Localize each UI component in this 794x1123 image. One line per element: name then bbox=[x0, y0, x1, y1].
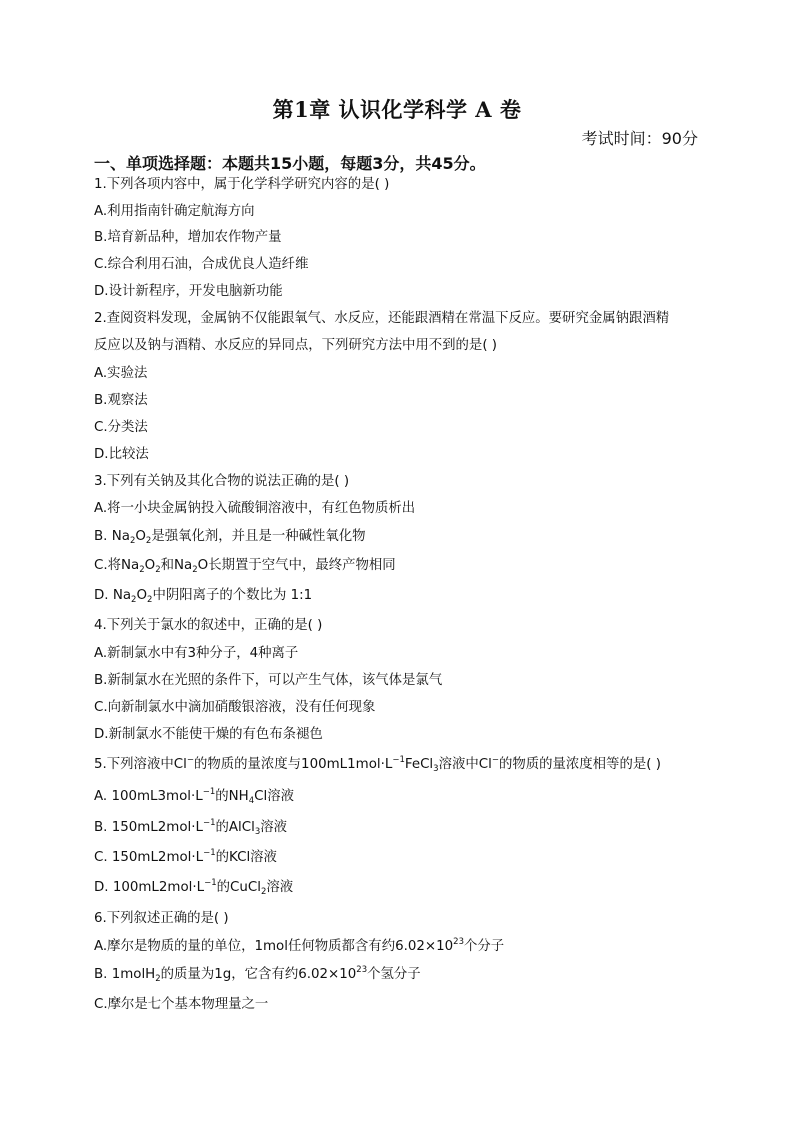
option-text: 中阴阳离子的个数比为 1:1 bbox=[152, 588, 313, 603]
question-3-stem: 3.下列有关钠及其化合物的说法正确的是( ) bbox=[94, 474, 350, 489]
stem-text: 的物质的量浓度与100mL1mol·L bbox=[193, 757, 393, 772]
subscript: 2 bbox=[260, 887, 267, 897]
superscript: 23 bbox=[453, 937, 464, 947]
question-1-option-c: C.综合利用石油，合成优良人造纤维 bbox=[94, 257, 309, 272]
question-1-option-d: D.设计新程序，开发电脑新功能 bbox=[94, 284, 283, 299]
document-title: 第1章 认识化学科学 A 卷 bbox=[272, 97, 522, 122]
superscript: −1 bbox=[203, 848, 216, 858]
stem-text: FeCl bbox=[404, 757, 434, 772]
option-text: O bbox=[144, 558, 156, 573]
option-text: C. 150mL2mol·L bbox=[94, 850, 204, 865]
question-1-stem: 1.下列各项内容中，属于化学科学研究内容的是( ) bbox=[94, 177, 390, 192]
superscript: − bbox=[186, 755, 194, 765]
question-4-option-c: C.向新制氯水中滴加硝酸银溶液，没有任何现象 bbox=[94, 700, 376, 715]
stem-text: 溶液中Cl bbox=[438, 757, 492, 772]
question-2-stem-line-2: 反应以及钠与酒精、水反应的异同点，下列研究方法中用不到的是( ) bbox=[94, 338, 498, 353]
subscript: 2 bbox=[131, 595, 137, 605]
option-text: D. Na bbox=[94, 588, 132, 603]
superscript: −1 bbox=[202, 787, 216, 797]
question-6-option-b bbox=[94, 966, 421, 984]
question-1-option-a: A.利用指南针确定航海方向 bbox=[94, 204, 255, 219]
question-3-option-a: A.将一小块金属钠投入硫酸铜溶液中，有红色物质析出 bbox=[94, 501, 416, 516]
superscript: 23 bbox=[356, 965, 368, 975]
option-text: 溶液 bbox=[260, 820, 288, 835]
subscript: 2 bbox=[192, 565, 198, 575]
question-2-stem-line-1: 2.查阅资料发现，金属钠不仅能跟氧气、水反应，还能跟酒精在常温下反应。要研究金属钠跟酒精 bbox=[94, 311, 670, 326]
question-6-option-c: C.摩尔是七个基本物理量之一 bbox=[94, 997, 269, 1012]
question-5-option-b bbox=[94, 819, 287, 837]
question-3-option-b bbox=[94, 528, 366, 546]
option-text: D. 100mL2mol·L bbox=[94, 880, 205, 895]
option-text: O长期置于空气中，最终产物相同 bbox=[197, 558, 396, 573]
question-2-option-b: B.观察法 bbox=[94, 393, 148, 408]
question-4-option-b: B.新制氯水在光照的条件下，可以产生气体，该气体是氯气 bbox=[94, 673, 443, 688]
question-4-stem: 4.下列关于氯水的叙述中，正确的是( ) bbox=[94, 618, 323, 633]
subscript: 2 bbox=[145, 536, 152, 546]
question-4-option-d: D.新制氯水不能使干燥的有色布条褪色 bbox=[94, 727, 323, 742]
stem-text: 的物质的量浓度相等的是( ) bbox=[498, 757, 661, 772]
option-text: B. 1molH bbox=[94, 967, 156, 982]
question-6-stem: 6.下列叙述正确的是( ) bbox=[94, 911, 229, 926]
superscript: − bbox=[491, 755, 499, 765]
superscript: −1 bbox=[204, 878, 217, 888]
option-text: 是强氧化剂，并且是一种碱性氧化物 bbox=[151, 529, 366, 544]
subscript: 4 bbox=[248, 796, 255, 806]
option-text: 溶液 bbox=[266, 880, 294, 895]
section-heading: 一、单项选择题：本题共15小题，每题3分，共45分。 bbox=[94, 154, 486, 173]
option-text: A.摩尔是物质的量的单位，1mol任何物质都含有约6.02×10 bbox=[94, 939, 454, 954]
superscript: −1 bbox=[202, 818, 216, 828]
question-2-option-c: C.分类法 bbox=[94, 420, 148, 435]
question-5-stem bbox=[94, 756, 661, 774]
option-text: 和Na bbox=[160, 558, 193, 573]
option-text: 的质量为1g，它含有约6.02×10 bbox=[160, 967, 357, 982]
subscript: 2 bbox=[155, 565, 161, 575]
option-text: 的AlCl bbox=[215, 820, 255, 835]
option-text: 的NH bbox=[215, 789, 249, 804]
question-5-option-c bbox=[94, 849, 277, 867]
option-text: 个氢分子 bbox=[367, 967, 421, 982]
superscript: −1 bbox=[392, 755, 405, 765]
option-text: 个分子 bbox=[463, 939, 505, 954]
option-text: O bbox=[135, 529, 146, 544]
subscript: 3 bbox=[254, 827, 261, 837]
subscript: 2 bbox=[147, 595, 153, 605]
option-text: C.将Na bbox=[94, 558, 140, 573]
question-1-option-b: B.培育新品种，增加农作物产量 bbox=[94, 230, 282, 245]
question-4-option-a: A.新制氯水中有3种分子，4种离子 bbox=[94, 646, 299, 661]
option-text: B. Na bbox=[94, 529, 130, 544]
question-6-option-a bbox=[94, 938, 504, 956]
question-2-option-a: A.实验法 bbox=[94, 366, 148, 381]
question-3-option-c bbox=[94, 557, 396, 575]
option-text: A. 100mL3mol·L bbox=[94, 789, 203, 804]
exam-time: 考试时间：90分 bbox=[581, 129, 698, 148]
option-text: Cl溶液 bbox=[254, 789, 294, 804]
option-text: 的KCl溶液 bbox=[215, 850, 277, 865]
stem-text: 5.下列溶液中Cl bbox=[94, 757, 187, 772]
subscript: 3 bbox=[433, 764, 439, 774]
option-text: O bbox=[136, 588, 148, 603]
option-text: 的CuCl bbox=[216, 880, 261, 895]
question-5-option-d bbox=[94, 879, 293, 897]
subscript: 2 bbox=[139, 565, 145, 575]
question-2-option-d: D.比较法 bbox=[94, 447, 149, 462]
question-5-option-a bbox=[94, 788, 294, 806]
subscript: 2 bbox=[155, 974, 161, 984]
option-text: B. 150mL2mol·L bbox=[94, 820, 203, 835]
question-3-option-d bbox=[94, 587, 312, 605]
subscript: 2 bbox=[129, 536, 136, 546]
